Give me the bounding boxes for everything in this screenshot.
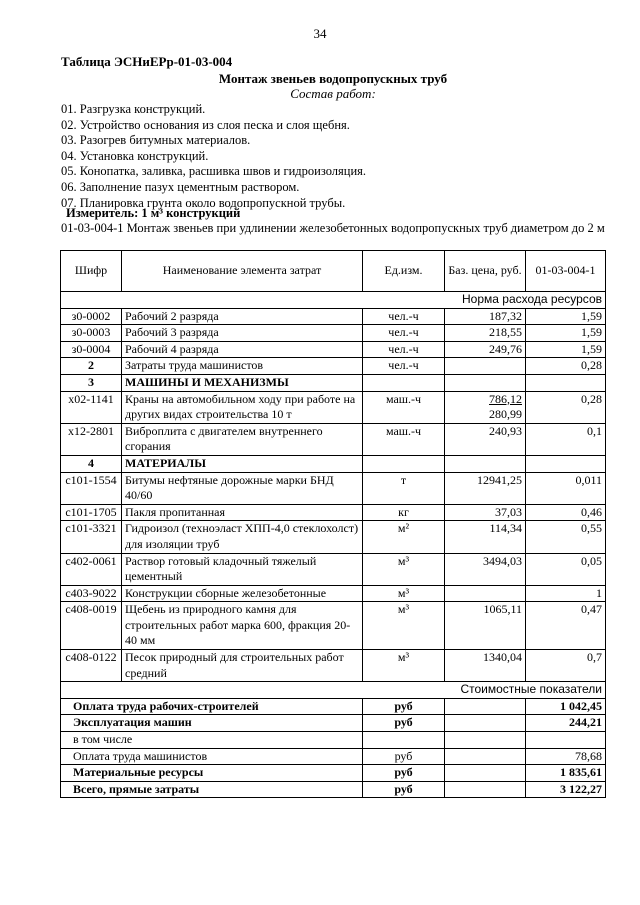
row-price: 12941,25 — [445, 472, 526, 504]
price-secondary: 280,99 — [489, 407, 522, 422]
cost-table — [60, 250, 606, 798]
summary-unit: руб — [363, 715, 445, 732]
table-row — [61, 521, 606, 553]
row-code: с403-9022 — [61, 585, 122, 602]
cost-note-row — [61, 682, 606, 699]
row-unit: чел.-ч — [363, 308, 445, 325]
row-name: Рабочий 3 разряда — [122, 325, 363, 342]
summary-name: Оплата труда рабочих-строителей — [61, 698, 363, 715]
summary-row — [61, 781, 606, 798]
table-row — [61, 325, 606, 342]
table-row — [61, 423, 606, 455]
table-row — [61, 341, 606, 358]
row-code: з0-0002 — [61, 308, 122, 325]
table-row — [61, 650, 606, 682]
row-price — [445, 358, 526, 375]
row-code: х12-2801 — [61, 423, 122, 455]
summary-unit — [363, 732, 445, 749]
row-code: з0-0003 — [61, 325, 122, 342]
row-code: с101-1705 — [61, 504, 122, 521]
work-item: 07. Планировка грунта около водопропускной трубы. — [61, 195, 346, 210]
row-name: Гидроизол (техноэласт ХПП-4,0 стеклохолст) для изоляции труб — [122, 521, 363, 553]
section-code: 3 — [61, 374, 122, 391]
table-row — [61, 308, 606, 325]
row-code: х02-1141 — [61, 391, 122, 423]
row-name: Рабочий 4 разряда — [122, 341, 363, 358]
row-unit: м³ — [363, 585, 445, 602]
work-item: 05. Конопатка, заливка, расшивка швов и гидроизоляция. — [61, 164, 367, 179]
summary-row — [61, 715, 606, 732]
section-code: 4 — [61, 455, 122, 472]
table-row — [61, 602, 606, 650]
summary-row — [61, 765, 606, 782]
header-code: Шифр — [61, 251, 122, 292]
row-price — [445, 391, 526, 423]
row-unit: чел.-ч — [363, 341, 445, 358]
table-row — [61, 391, 606, 423]
section-row — [61, 374, 606, 391]
row-price: 37,03 — [445, 504, 526, 521]
table-row — [61, 585, 606, 602]
work-item: 01. Разгрузка конструкций. — [61, 102, 206, 116]
row-code: с402-0061 — [61, 553, 122, 585]
row-unit: чел.-ч — [363, 358, 445, 375]
summary-value: 78,68 — [526, 748, 606, 765]
row-norm: 0,47 — [526, 602, 606, 650]
header-norm: 01-03-004-1 — [526, 251, 606, 292]
summary-name: Материальные ресурсы — [61, 765, 363, 782]
section-row — [61, 455, 606, 472]
summary-row — [61, 732, 606, 749]
summary-unit: руб — [363, 781, 445, 798]
work-item: 06. Заполнение пазух цементным раствором. — [61, 179, 300, 194]
table-row — [61, 472, 606, 504]
row-unit: м³ — [363, 553, 445, 585]
row-name: Рабочий 2 разряда — [122, 308, 363, 325]
row-norm: 0,55 — [526, 521, 606, 553]
summary-name: Всего, прямые затраты — [61, 781, 363, 798]
section-title: МАТЕРИАЛЫ — [122, 455, 363, 472]
table-title: Монтаж звеньев водопропускных труб — [218, 71, 448, 86]
summary-unit: руб — [363, 698, 445, 715]
row-price: 114,34 — [445, 521, 526, 553]
summary-value: 1 042,45 — [526, 698, 606, 715]
summary-name: в том числе — [61, 732, 363, 749]
row-unit: м² — [363, 521, 445, 553]
work-item: 04. Установка конструкций. — [61, 148, 209, 163]
summary-value: 1 835,61 — [526, 765, 606, 782]
row-price: 1065,11 — [445, 602, 526, 650]
row-name: Битумы нефтяные дорожные марки БНД 40/60 — [122, 472, 363, 504]
measure-unit: Измеритель: 1 м³ конструкций — [66, 206, 241, 220]
row-price — [445, 585, 526, 602]
summary-row — [61, 698, 606, 715]
row-price: 187,32 — [445, 308, 526, 325]
header-price: Баз. цена, руб. — [445, 251, 526, 292]
table-name: Таблица ЭСНиЕРр-01-03-004 — [61, 54, 233, 69]
row-norm: 0,28 — [526, 358, 606, 375]
page-number: 34 — [313, 26, 327, 41]
summary-name: Оплата труда машинистов — [61, 748, 363, 765]
row-name: Раствор готовый кладочный тяжелый цементный — [122, 553, 363, 585]
work-list — [61, 102, 366, 211]
row-name: Конструкции сборные железобетонные — [122, 585, 363, 602]
row-code: 2 — [61, 358, 122, 375]
summary-row — [61, 748, 606, 765]
summary-value: 3 122,27 — [526, 781, 606, 798]
table-row — [61, 358, 606, 375]
section-title: МАШИНЫ И МЕХАНИЗМЫ — [122, 374, 363, 391]
row-unit: м³ — [363, 602, 445, 650]
row-price: 3494,03 — [445, 553, 526, 585]
row-price: 240,93 — [445, 423, 526, 455]
row-price: 218,55 — [445, 325, 526, 342]
row-unit: т — [363, 472, 445, 504]
table-row — [61, 553, 606, 585]
row-unit: кг — [363, 504, 445, 521]
summary-value — [526, 732, 606, 749]
summary-value: 244,21 — [526, 715, 606, 732]
price-value: 786,12 — [489, 391, 522, 406]
norm-note-row — [61, 292, 606, 309]
row-unit: чел.-ч — [363, 325, 445, 342]
row-price: 1340,04 — [445, 650, 526, 682]
row-code: с408-0019 — [61, 602, 122, 650]
table-header-row — [61, 251, 606, 292]
table-row — [61, 504, 606, 521]
row-name: Щебень из природного камня для строительных работ марка 600, фракция 20-40 мм — [122, 602, 363, 650]
norm-note: Норма расхода ресурсов — [61, 292, 606, 309]
row-unit: м³ — [363, 650, 445, 682]
row-norm: 0,46 — [526, 504, 606, 521]
row-norm: 0,28 — [526, 391, 606, 423]
row-name: Пакля пропитанная — [122, 504, 363, 521]
row-name: Краны на автомобильном ходу при работе на других видах строительства 10 т — [122, 391, 363, 423]
row-name: Песок природный для строительных работ средний — [122, 650, 363, 682]
summary-name: Эксплуатация машин — [61, 715, 363, 732]
row-norm: 1,59 — [526, 325, 606, 342]
row-name: Затраты труда машинистов — [122, 358, 363, 375]
row-norm: 0,05 — [526, 553, 606, 585]
summary-unit: руб — [363, 748, 445, 765]
row-norm: 0,7 — [526, 650, 606, 682]
row-code: с101-3321 — [61, 521, 122, 553]
header-unit: Ед.изм. — [363, 251, 445, 292]
row-norm: 1,59 — [526, 341, 606, 358]
row-unit: маш.-ч — [363, 423, 445, 455]
header-name: Наименование элемента затрат — [122, 251, 363, 292]
row-norm: 1,59 — [526, 308, 606, 325]
work-item: 02. Устройство основания из слоя песка и слоя щебня. — [61, 117, 350, 132]
row-price: 249,76 — [445, 341, 526, 358]
row-norm: 1 — [526, 585, 606, 602]
work-description: 01-03-004-1 Монтаж звеньев при удлинении железобетонных водопропускных труб диаметром до 2 м — [61, 221, 605, 235]
row-unit: маш.-ч — [363, 391, 445, 423]
row-code: з0-0004 — [61, 341, 122, 358]
row-name: Виброплита с двигателем внутреннего сгорания — [122, 423, 363, 455]
work-item: 03. Разогрев битумных материалов. — [61, 133, 251, 148]
row-code: с408-0122 — [61, 650, 122, 682]
row-norm: 0,011 — [526, 472, 606, 504]
summary-unit: руб — [363, 765, 445, 782]
row-norm: 0,1 — [526, 423, 606, 455]
row-code: с101-1554 — [61, 472, 122, 504]
work-composition-subtitle: Состав работ: — [290, 86, 376, 101]
cost-note: Стоимостные показатели — [61, 682, 606, 699]
